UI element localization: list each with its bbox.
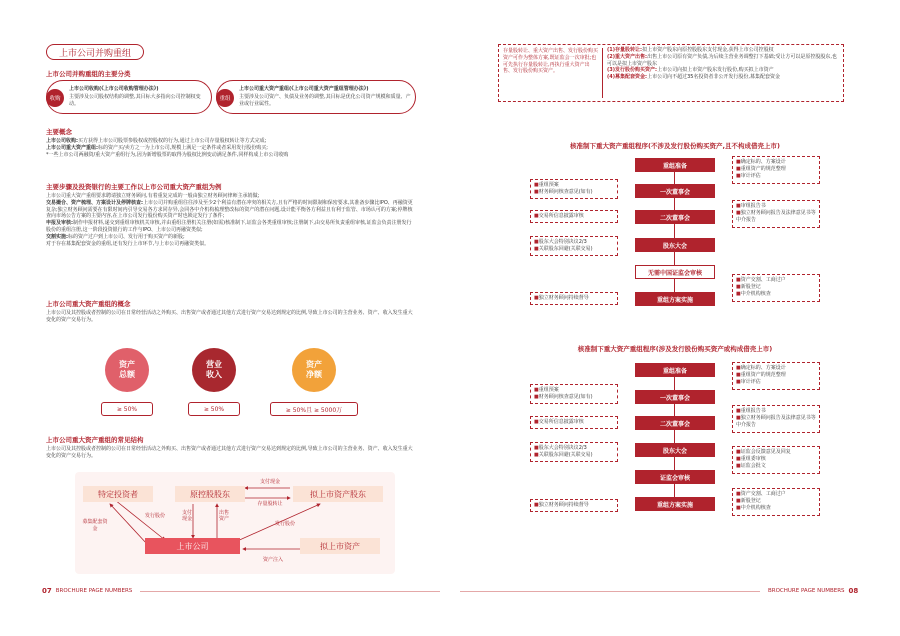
- flow1-step: 二次董事会: [635, 210, 715, 224]
- page-title: 上市公司并购重组: [46, 44, 144, 60]
- node-listed-company: 上市公司: [145, 538, 240, 554]
- concept-item: 上市公司收购:买方获得上市公司股票参股权或控股权的行为,通过上市公司存量股权转让等方式完成;: [46, 138, 267, 144]
- structure-notes-box: [498, 44, 844, 102]
- structure-notes-summary: 存量股转让、重大资产出售、发行股份购买资产可作为整体方案,既证监会一次审批;也可先执行存量股转让,再执行重大资产出售、发行股份购买资产。: [503, 48, 599, 75]
- acquisition-tag: 收购: [46, 89, 64, 107]
- flow2-right-note: ■重组报告书 ■独立财务顾问报告及法律意见书等中介报告: [732, 405, 820, 433]
- node-seller: 拟上市资产股东: [293, 486, 383, 502]
- flow2-step: 重组准备: [635, 363, 715, 377]
- metric-threshold: ≥ 50%: [188, 402, 240, 416]
- reorganization-head: 上市公司重大资产重组(《上市公司重大资产重组管理办法》): [239, 86, 369, 92]
- structure-text: 上市公司及其控股或者控制的公司在日常经营活动之外购买、出售资产或者通过其他方式进行资产交易达到规定的比例,导致上市公司的主营业务、资产、收入发生重大变化的资产交易行为。: [46, 446, 413, 459]
- page-number: 07: [42, 587, 52, 595]
- label-stock-transfer: 存量股转让: [257, 501, 283, 507]
- flow1-title: 核准制下重大资产重组程序(不涉及发行股份购买资产,且不构成借壳上市): [570, 142, 780, 150]
- flow1-left-note: ■交易所信息披露审核: [530, 210, 618, 223]
- label-raise-funds: 募集配套资金: [82, 519, 108, 532]
- reorganization-body: 主要涉及公司资产、负债及业务的调整,其目标是优化公司资产规模和质量、产业或行业属性。: [239, 94, 411, 107]
- flow2-right-note: ■证监会反馈意见及回复 ■重组委审核 ■证监会批文: [732, 446, 820, 474]
- label-pay-cash-vertical: 支付现金: [181, 510, 192, 522]
- metric-threshold: ≥ 50%: [101, 402, 153, 416]
- flow1-left-note: ■重组预案 ■财务顾问核查意见(如有): [530, 179, 618, 199]
- label-asset-inject: 资产注入: [262, 557, 283, 563]
- flow2-left-note: ■重组预案 ■财务顾问核查意见(如有): [530, 384, 618, 404]
- flow2-title: 核准制下重大资产重组程序(涉及发行股份购买资产或构成借壳上市): [577, 345, 773, 353]
- section-title-definition: 上市公司重大资产重组的概念: [46, 300, 131, 308]
- label-issue-shares: 发行股份: [144, 513, 165, 519]
- note-item: (3)发行股份购买资产:上市公司向拟上市资产股东发行股份,购买拟上市资产: [607, 67, 774, 74]
- flow2-right-note: ■资产交割、工商过户 ■新股登记 ■中介机构核查: [732, 488, 820, 516]
- flow2-step: 股东大会: [635, 443, 715, 457]
- section-title-steps: 主要步骤及投资银行的主要工作以上市公司重大资产重组为例: [46, 183, 222, 191]
- acquisition-head: 上市公司收购(《上市公司收购管理办法》): [69, 86, 159, 92]
- node-target-asset: 拟上市资产: [300, 538, 380, 554]
- acquisition-card: [46, 80, 212, 114]
- acquisition-body: 主要涉及公司股权结构的调整,其目标大多指向公司控制权变动。: [69, 94, 201, 107]
- footer-rule: [140, 591, 440, 592]
- flow1-right-note: ■确定标的、方案设计 ■重组资产的规范整理 ■审计评估: [732, 156, 820, 184]
- notes-divider: [602, 48, 603, 98]
- footer-rule: [460, 591, 760, 592]
- footer-label: BROCHURE PAGE NUMBERS: [768, 588, 845, 594]
- label-issue-shares-2: 发行股份: [274, 521, 295, 527]
- metric-circle: 营业 收入: [192, 348, 236, 392]
- flow1-step: 重组准备: [635, 158, 715, 172]
- footer-right: [768, 587, 858, 595]
- concept-item: 上市公司重大资产重组:标的资产买/卖方之一为上市公司,规模上满足一定条件或者采用发行股份购买;: [46, 144, 268, 151]
- definition-text: 上市公司及其控股或者控制的公司在日常经营活动之外购买、出售资产或者通过其他方式进行资产交易达到规定的比例,导致上市公司的主营业务、资产、收入发生重大变化的资产交易行为。: [46, 310, 413, 323]
- steps-intro: 上市公司重大资产重组要求聘请独立财务顾问,有着重复完成的一般由独立财务顾问律师主承销做;: [46, 193, 260, 199]
- structure-diagram: [75, 472, 395, 574]
- step-item: 申报及审核:制作申报材料,递交到重组审核机关审核,并由重组注册机关注册(如需)核准制下,证监会各类重组审核;注册制下,由交易所负责重组审核,证监会负责注册发行股份的重组注册,这一阶段投资银行的工作与IPO、上市公司再融资类似;: [46, 220, 412, 233]
- section-title-categories: 上市公司并购重组的主要分类: [46, 70, 131, 78]
- flow1-step: 无需中国证监会审核: [635, 265, 715, 279]
- flow1-right-note: ■审组报告书 ■独立财务顾问报告及法律意见书等中介报告: [732, 200, 820, 228]
- node-controller: 原控股股东: [175, 486, 245, 502]
- footer-left: [42, 587, 132, 595]
- page-number: 08: [848, 587, 859, 595]
- metric-circle: 资产 净额: [292, 348, 336, 392]
- section-title-structure: 上市公司重大资产重组的常见结构: [46, 436, 144, 444]
- step-item: 交易撮合、资产梳理、方案设计及停牌核查:上市公司并购重组往往涉及至少2个利益有潜在冲突的相关方,且有严格的时间限制和保密要求,其准备步骤比IPO、再融资更复杂;独立财务顾问需要在有限时间内引导交易各方求同存异,会同各中介机构梳理整改标的资产的潜在问题,设计能平衡各方利益且有利于监管、市场认可的方案;停牌核查向市场公告方案的主要内容,在上市公司发行股份购买资产时也锁定发行了条件;: [46, 199, 413, 220]
- flow1-step: 股东大会: [635, 238, 715, 252]
- concepts-list: [46, 138, 416, 158]
- flow2-step: 重组方案实施: [635, 497, 715, 511]
- node-investor: 特定投资者: [83, 486, 153, 502]
- flow2-left-note: ■股东大会特别决议2/3 ■关联股东回避(关联交易): [530, 442, 618, 462]
- flow1-right-note: ■资产交割、工商过户 ■新股登记 ■中介机构核查: [732, 274, 820, 302]
- footer-label: BROCHURE PAGE NUMBERS: [55, 588, 133, 594]
- reorganization-tag: 重组: [216, 89, 234, 107]
- concept-item: *一些上市公司两融资/重大资产重组行为,因为新增股票的取得为股权比例变动满足条件,同样构成上市公司收购: [46, 151, 289, 158]
- reorganization-card: [216, 80, 416, 114]
- step-item: 交割实施:标的资产过户到上市公司、发行用于购买资产的新股;: [46, 233, 185, 240]
- flow2-step: 一次董事会: [635, 390, 715, 404]
- structure-notes-list: [607, 47, 841, 81]
- metric-threshold: ≥ 50%且 ≥ 5000万: [270, 402, 358, 416]
- note-item: (1)存量股转让:拟上市资产股东向原控股股东支付现金,获得上市公司控股权: [607, 47, 774, 53]
- label-pay-cash: 支付现金: [259, 479, 280, 485]
- flow1-left-note: ■股东大会特别决议2/3 ■关联股东回避(关联交易): [530, 236, 618, 256]
- flow1-step: 重组方案实施: [635, 292, 715, 306]
- flow2-left-note: ■交易所信息披露审核: [530, 416, 618, 429]
- flow2-left-note: ■独立财务顾问持续督导: [530, 499, 618, 512]
- step-item: 对于存在募集配套资金的重组,还有发行上市环节,与上市公司再融资类似。: [46, 240, 210, 247]
- section-title-concepts: 主要概念: [46, 128, 72, 136]
- flow2-right-note: ■确定标的、方案设计 ■重组资产的规范整理 ■审计评估: [732, 362, 820, 390]
- flow1-step: 一次董事会: [635, 184, 715, 198]
- flow2-step: 二次董事会: [635, 416, 715, 430]
- right-page: [450, 0, 900, 636]
- label-sell-assets: 出售资产: [218, 510, 229, 522]
- flow2-step: 证监会审核: [635, 470, 715, 484]
- flow1-left-note: ■独立财务顾问持续督导: [530, 292, 618, 305]
- metric-circle: 资产 总额: [105, 348, 149, 392]
- note-item: (2)重大资产出售:出售上市公司原有资产负债,为后续主营业务调整打下基础;受让方可以是原控股股东,也可以是拟上市资产股东: [607, 53, 837, 67]
- note-item: (4)募集配套资金:上市公司向不超过35名投资者非公开发行股份,募集配套资金: [607, 74, 781, 81]
- steps-list: [46, 193, 416, 247]
